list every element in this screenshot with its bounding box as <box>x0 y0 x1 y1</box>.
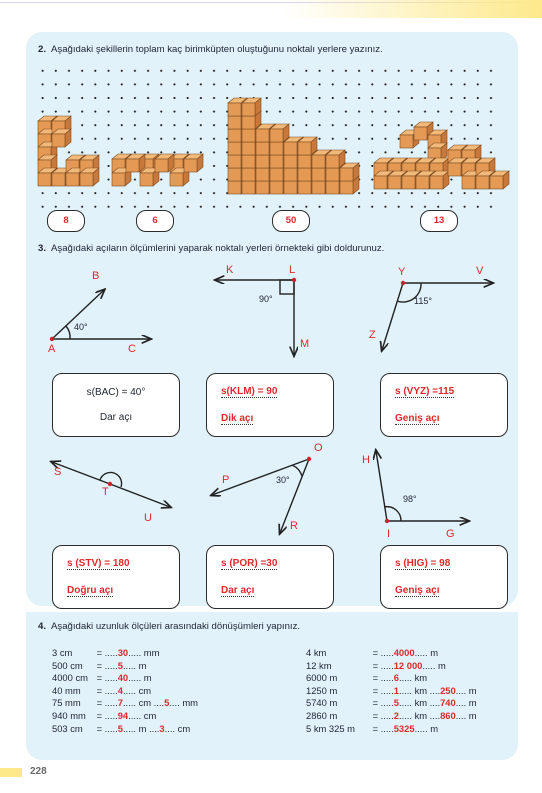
conversion-answer[interactable]: 5 <box>393 697 399 709</box>
conversion-quantity: 503 cm <box>52 722 83 734</box>
conversion-answer[interactable]: 30 <box>117 647 129 658</box>
label-g: G <box>446 528 455 540</box>
angle-vyz <box>382 281 492 350</box>
conversion-quantity: 4 km <box>306 647 327 658</box>
conversion-answer[interactable]: 5 <box>117 659 123 671</box>
page-number: 228 <box>30 766 47 777</box>
angle-bac <box>50 290 150 341</box>
angle-stu <box>52 462 170 507</box>
conversion-answer-2[interactable]: 5 <box>164 697 170 709</box>
conversion-quantity: 4000 cm <box>52 672 88 684</box>
right-row: 5740 m = .....5..... km ....740.... m <box>306 697 477 709</box>
conversion-quantity: 6000 m <box>306 672 338 684</box>
label-t: T <box>102 486 109 498</box>
label-b: B <box>92 270 100 282</box>
label-c: C <box>128 343 136 355</box>
left-row: 75 mm = .....7..... cm ....5.... mm <box>52 697 198 709</box>
question-4 <box>38 621 300 632</box>
conversion-answer[interactable]: 12 000 <box>393 659 423 671</box>
right-row: 12 km = .....12 000..... m <box>306 659 446 671</box>
label-v: V <box>476 265 484 277</box>
question-4-number: 4. <box>38 621 47 632</box>
question-2-number: 2. <box>38 44 47 55</box>
example-measure: s(BAC) = 40° <box>86 387 146 398</box>
question-3-number: 3. <box>38 243 47 254</box>
answer-box-hig[interactable] <box>380 545 508 609</box>
right-row: 5 km 325 m = .....5325..... m <box>306 722 439 734</box>
angle-hig <box>376 451 468 523</box>
conversion-quantity: 5740 m <box>306 697 338 709</box>
answer-measure-stv: s (STV) = 180 <box>67 558 130 569</box>
label-p: P <box>222 474 230 486</box>
conversion-quantity: 75 mm <box>52 697 81 709</box>
conversion-answer-2[interactable]: 740 <box>440 697 456 709</box>
conversion-answer[interactable]: 94 <box>117 709 129 721</box>
conversions-right <box>306 647 477 735</box>
angle-klm <box>216 278 296 355</box>
question-4-text: Aşağıdaki uzunluk ölçüleri arasındaki dönüşümleri yapınız. <box>51 621 301 632</box>
cube-figure-3 <box>228 98 359 194</box>
label-y: Y <box>398 266 406 278</box>
answer-type-por: Dar açı <box>221 585 255 596</box>
degree-hig: 98° <box>403 494 417 504</box>
answer-type-klm: Dik açı <box>221 413 254 424</box>
conversion-answer[interactable]: 5 <box>117 722 123 734</box>
answer-pill-2[interactable] <box>136 210 174 232</box>
answer-pill-3[interactable] <box>272 210 310 232</box>
conversion-quantity: 940 mm <box>52 709 86 721</box>
answer-pill-1[interactable] <box>47 210 85 232</box>
answer-box-klm[interactable] <box>206 373 334 437</box>
degree-por: 30° <box>276 475 290 485</box>
label-a: A <box>48 343 56 355</box>
question-2-text: Aşağıdaki şekillerin toplam kaç birimküpten oluştuğunu noktalı yerlere yazınız. <box>51 44 383 55</box>
conversion-answer[interactable]: 4 <box>117 684 123 696</box>
label-k: K <box>226 264 234 276</box>
left-row: 4000 cm = .....40..... m <box>52 672 152 684</box>
conversion-quantity: 500 cm <box>52 659 83 671</box>
answer-measure-klm: s(KLM) = 90 <box>221 386 278 397</box>
example-box <box>52 373 180 437</box>
degree-klm: 90° <box>259 294 273 304</box>
answer-1: 8 <box>63 215 69 226</box>
right-row: 6000 m = .....6..... km <box>306 672 428 684</box>
conversion-quantity: 2860 m <box>306 709 338 721</box>
conversions-left <box>52 647 198 735</box>
degree-bac: 40° <box>74 322 88 332</box>
cube-figure-1 <box>38 116 99 186</box>
label-l: L <box>289 264 296 276</box>
label-s: S <box>54 466 62 478</box>
question-3-text: Aşağıdaki açıların ölçümlerini yaparak noktalı yerleri örnekteki gibi doldurunuz. <box>51 243 385 254</box>
conversion-quantity: 3 cm <box>52 647 73 658</box>
answer-type-stv: Doğru açı <box>67 585 114 596</box>
conversion-quantity: 5 km 325 m <box>306 722 355 734</box>
answer-pill-4[interactable] <box>420 210 458 232</box>
cube-figure-2 <box>112 154 203 186</box>
conversion-answer[interactable]: 2 <box>393 709 399 721</box>
page-marker <box>0 768 22 777</box>
left-row: 500 cm = .....5..... m <box>52 659 147 671</box>
conversion-answer-2[interactable]: 3 <box>159 722 165 734</box>
answer-type-vyz: Geniş açı <box>395 413 440 424</box>
answer-box-por[interactable] <box>206 545 334 609</box>
conversion-answer-2[interactable]: 860 <box>440 709 456 721</box>
conversion-answer[interactable]: 6 <box>393 672 399 684</box>
answer-2: 6 <box>152 215 158 226</box>
left-row: 940 mm = .....94..... cm <box>52 709 157 721</box>
cube-figures <box>0 0 542 230</box>
conversion-answer[interactable]: 5325 <box>393 722 415 734</box>
answer-4: 13 <box>433 215 445 226</box>
conversion-quantity: 40 mm <box>52 684 81 696</box>
left-row: 3 cm = .....30..... mm <box>52 647 160 658</box>
conversion-answer[interactable]: 1 <box>393 684 399 696</box>
right-row: 4 km = .....4000..... m <box>306 647 439 658</box>
conversion-answer[interactable]: 40 <box>117 672 129 684</box>
right-row: 2860 m = .....2..... km ....860.... m <box>306 709 477 721</box>
conversion-answer-2[interactable]: 250 <box>440 684 456 696</box>
answer-box-stv[interactable] <box>52 545 180 609</box>
conversion-answer[interactable]: 7 <box>117 697 123 709</box>
label-m: M <box>300 338 310 350</box>
label-i: I <box>387 528 391 540</box>
answer-measure-hig: s (HIG) = 98 <box>395 558 451 569</box>
degree-vyz: 115° <box>414 296 432 306</box>
answer-measure-por: s (POR) =30 <box>221 558 278 569</box>
cube-figure-4 <box>374 122 509 189</box>
label-z: Z <box>369 329 376 341</box>
answer-measure-vyz: s (VYZ) =115 <box>395 386 455 397</box>
left-row: 40 mm = .....4..... cm <box>52 684 152 696</box>
right-row: 1250 m = .....1..... km ....250.... m <box>306 684 477 696</box>
example-type: Dar açı <box>99 412 133 423</box>
label-h: H <box>362 454 370 466</box>
label-r: R <box>290 520 298 532</box>
conversion-answer[interactable]: 4000 <box>393 647 415 658</box>
label-u: U <box>144 512 152 524</box>
answer-3: 50 <box>285 215 297 226</box>
answer-box-vyz[interactable] <box>380 373 508 437</box>
question-3 <box>38 243 384 254</box>
label-o: O <box>314 442 323 454</box>
conversion-quantity: 1250 m <box>306 684 338 696</box>
conversion-quantity: 12 km <box>306 659 332 671</box>
answer-type-hig: Geniş açı <box>395 585 440 596</box>
left-row: 503 cm = .....5..... m ....3.... cm <box>52 722 191 734</box>
